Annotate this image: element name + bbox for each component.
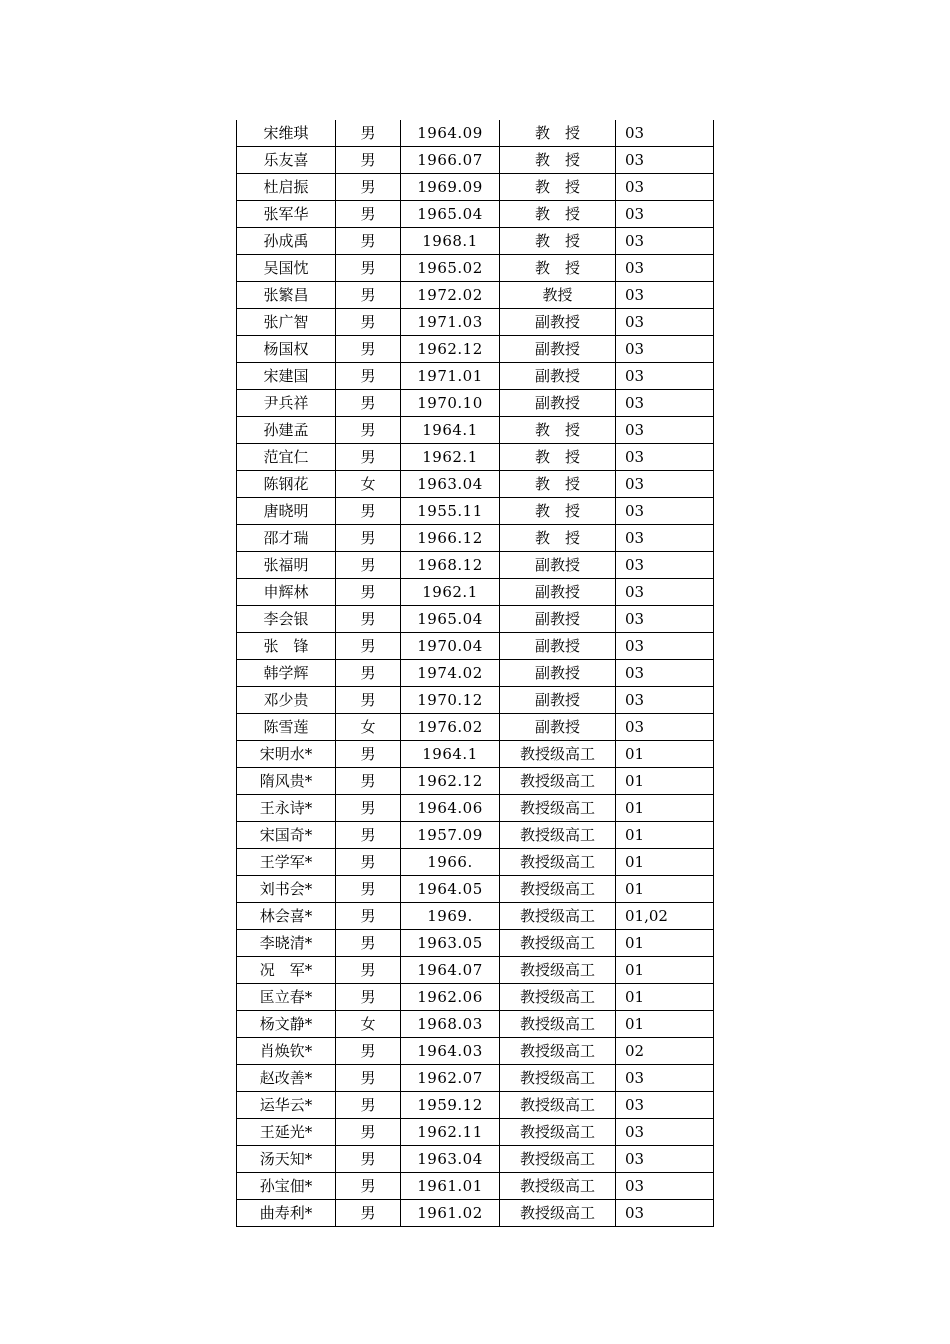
title-cell: 副教授 [500,552,616,579]
birth-date-cell: 1964.03 [401,1038,500,1065]
title-cell: 教 授 [500,255,616,282]
gender-cell: 男 [336,849,401,876]
gender-cell: 男 [336,444,401,471]
code-cell: 03 [616,390,714,417]
birth-date-cell: 1959.12 [401,1092,500,1119]
table-row [237,147,714,174]
name-cell: 孙建孟 [237,417,336,444]
title-cell: 副教授 [500,660,616,687]
table-row [237,255,714,282]
table-row [237,120,714,147]
gender-cell: 男 [336,255,401,282]
gender-cell: 男 [336,795,401,822]
title-cell: 教授级高工 [500,1173,616,1200]
code-cell: 03 [616,1173,714,1200]
name-cell: 孙宝佃* [237,1173,336,1200]
title-cell: 教 授 [500,498,616,525]
title-cell: 教授级高工 [500,984,616,1011]
table-row [237,1011,714,1038]
birth-date-cell: 1964.1 [401,741,500,768]
code-cell: 03 [616,552,714,579]
name-cell: 宋明水* [237,741,336,768]
birth-date-cell: 1964.09 [401,120,500,147]
gender-cell: 男 [336,174,401,201]
code-cell: 03 [616,606,714,633]
table-row [237,1092,714,1119]
table-row [237,228,714,255]
name-cell: 隋风贵* [237,768,336,795]
name-cell: 况 军* [237,957,336,984]
table-row [237,984,714,1011]
code-cell: 03 [616,687,714,714]
code-cell: 03 [616,147,714,174]
gender-cell: 男 [336,930,401,957]
name-cell: 赵改善* [237,1065,336,1092]
code-cell: 01,02 [616,903,714,930]
gender-cell: 男 [336,147,401,174]
faculty-table [236,120,714,1227]
title-cell: 教授级高工 [500,1146,616,1173]
name-cell: 乐友喜 [237,147,336,174]
table-row [237,1119,714,1146]
gender-cell: 男 [336,498,401,525]
title-cell: 副教授 [500,363,616,390]
birth-date-cell: 1961.02 [401,1200,500,1227]
table-row [237,687,714,714]
birth-date-cell: 1974.02 [401,660,500,687]
gender-cell: 男 [336,1038,401,1065]
table-row [237,471,714,498]
name-cell: 陈雪莲 [237,714,336,741]
birth-date-cell: 1962.11 [401,1119,500,1146]
title-cell: 教授 [500,282,616,309]
birth-date-cell: 1955.11 [401,498,500,525]
name-cell: 杨文静* [237,1011,336,1038]
gender-cell: 男 [336,1146,401,1173]
gender-cell: 男 [336,687,401,714]
table-row [237,849,714,876]
gender-cell: 男 [336,417,401,444]
title-cell: 教授级高工 [500,876,616,903]
title-cell: 教授级高工 [500,957,616,984]
code-cell: 01 [616,768,714,795]
table-row [237,930,714,957]
code-cell: 03 [616,120,714,147]
code-cell: 02 [616,1038,714,1065]
name-cell: 张 锋 [237,633,336,660]
code-cell: 03 [616,714,714,741]
table-row [237,579,714,606]
birth-date-cell: 1957.09 [401,822,500,849]
name-cell: 范宜仁 [237,444,336,471]
birth-date-cell: 1966.07 [401,147,500,174]
title-cell: 副教授 [500,714,616,741]
gender-cell: 男 [336,552,401,579]
birth-date-cell: 1969. [401,903,500,930]
title-cell: 教 授 [500,147,616,174]
gender-cell: 男 [336,1200,401,1227]
table-row [237,363,714,390]
name-cell: 宋维琪 [237,120,336,147]
name-cell: 尹兵祥 [237,390,336,417]
title-cell: 教 授 [500,120,616,147]
code-cell: 01 [616,741,714,768]
birth-date-cell: 1976.02 [401,714,500,741]
name-cell: 王学军* [237,849,336,876]
birth-date-cell: 1968.12 [401,552,500,579]
name-cell: 运华云* [237,1092,336,1119]
name-cell: 李会银 [237,606,336,633]
name-cell: 吴国忱 [237,255,336,282]
code-cell: 01 [616,822,714,849]
title-cell: 教授级高工 [500,1038,616,1065]
table-row [237,174,714,201]
name-cell: 宋建国 [237,363,336,390]
title-cell: 教授级高工 [500,1065,616,1092]
gender-cell: 男 [336,525,401,552]
birth-date-cell: 1964.07 [401,957,500,984]
code-cell: 03 [616,1119,714,1146]
title-cell: 教 授 [500,444,616,471]
name-cell: 杨国权 [237,336,336,363]
birth-date-cell: 1964.05 [401,876,500,903]
table-row [237,282,714,309]
gender-cell: 女 [336,1011,401,1038]
name-cell: 陈钢花 [237,471,336,498]
gender-cell: 男 [336,201,401,228]
table-row [237,552,714,579]
code-cell: 01 [616,957,714,984]
birth-date-cell: 1963.04 [401,1146,500,1173]
name-cell: 李晓清* [237,930,336,957]
title-cell: 教授级高工 [500,903,616,930]
birth-date-cell: 1962.12 [401,768,500,795]
gender-cell: 男 [336,336,401,363]
birth-date-cell: 1962.1 [401,444,500,471]
code-cell: 03 [616,471,714,498]
code-cell: 03 [616,633,714,660]
gender-cell: 男 [336,660,401,687]
code-cell: 03 [616,228,714,255]
gender-cell: 男 [336,390,401,417]
gender-cell: 男 [336,741,401,768]
table-row [237,309,714,336]
name-cell: 韩学辉 [237,660,336,687]
name-cell: 肖焕钦* [237,1038,336,1065]
title-cell: 副教授 [500,336,616,363]
title-cell: 教 授 [500,228,616,255]
gender-cell: 男 [336,120,401,147]
code-cell: 03 [616,525,714,552]
title-cell: 副教授 [500,390,616,417]
table-row [237,525,714,552]
code-cell: 03 [616,579,714,606]
table-row [237,390,714,417]
title-cell: 教授级高工 [500,741,616,768]
code-cell: 01 [616,849,714,876]
title-cell: 教授级高工 [500,822,616,849]
gender-cell: 男 [336,1119,401,1146]
code-cell: 03 [616,444,714,471]
birth-date-cell: 1970.04 [401,633,500,660]
name-cell: 邓少贵 [237,687,336,714]
gender-cell: 女 [336,714,401,741]
title-cell: 教授级高工 [500,930,616,957]
title-cell: 教授级高工 [500,1092,616,1119]
birth-date-cell: 1962.1 [401,579,500,606]
birth-date-cell: 1963.05 [401,930,500,957]
gender-cell: 男 [336,822,401,849]
birth-date-cell: 1969.09 [401,174,500,201]
gender-cell: 男 [336,282,401,309]
birth-date-cell: 1962.07 [401,1065,500,1092]
gender-cell: 男 [336,363,401,390]
code-cell: 01 [616,795,714,822]
code-cell: 03 [616,1146,714,1173]
title-cell: 教 授 [500,201,616,228]
gender-cell: 男 [336,633,401,660]
code-cell: 01 [616,930,714,957]
gender-cell: 男 [336,1065,401,1092]
table-row [237,1038,714,1065]
name-cell: 匡立春* [237,984,336,1011]
code-cell: 03 [616,336,714,363]
gender-cell: 男 [336,984,401,1011]
birth-date-cell: 1961.01 [401,1173,500,1200]
name-cell: 张繁昌 [237,282,336,309]
birth-date-cell: 1964.06 [401,795,500,822]
title-cell: 教授级高工 [500,768,616,795]
title-cell: 教授级高工 [500,1119,616,1146]
name-cell: 张军华 [237,201,336,228]
title-cell: 副教授 [500,579,616,606]
gender-cell: 男 [336,228,401,255]
code-cell: 01 [616,1011,714,1038]
table-row [237,201,714,228]
name-cell: 张广智 [237,309,336,336]
birth-date-cell: 1962.12 [401,336,500,363]
name-cell: 林会喜* [237,903,336,930]
birth-date-cell: 1970.12 [401,687,500,714]
code-cell: 03 [616,1200,714,1227]
table-row [237,768,714,795]
birth-date-cell: 1965.02 [401,255,500,282]
code-cell: 03 [616,417,714,444]
faculty-table-body [237,120,714,1227]
birth-date-cell: 1968.1 [401,228,500,255]
title-cell: 教授级高工 [500,849,616,876]
table-row [237,822,714,849]
table-row [237,903,714,930]
table-row [237,1173,714,1200]
table-row [237,606,714,633]
name-cell: 宋国奇* [237,822,336,849]
code-cell: 03 [616,363,714,390]
name-cell: 刘书会* [237,876,336,903]
name-cell: 唐晓明 [237,498,336,525]
name-cell: 邵才瑞 [237,525,336,552]
title-cell: 教授级高工 [500,1011,616,1038]
gender-cell: 男 [336,903,401,930]
code-cell: 03 [616,201,714,228]
name-cell: 汤天知* [237,1146,336,1173]
table-row [237,957,714,984]
table-row [237,660,714,687]
birth-date-cell: 1965.04 [401,606,500,633]
gender-cell: 男 [336,876,401,903]
table-row [237,336,714,363]
code-cell: 01 [616,876,714,903]
name-cell: 王延光* [237,1119,336,1146]
code-cell: 03 [616,309,714,336]
title-cell: 教 授 [500,417,616,444]
title-cell: 副教授 [500,633,616,660]
table-row [237,498,714,525]
gender-cell: 男 [336,309,401,336]
table-row [237,714,714,741]
gender-cell: 男 [336,1173,401,1200]
table-row [237,1146,714,1173]
gender-cell: 男 [336,957,401,984]
code-cell: 03 [616,1092,714,1119]
code-cell: 03 [616,660,714,687]
gender-cell: 男 [336,606,401,633]
title-cell: 副教授 [500,309,616,336]
name-cell: 王永诗* [237,795,336,822]
table-row [237,1200,714,1227]
table-row [237,795,714,822]
name-cell: 孙成禹 [237,228,336,255]
name-cell: 曲寿利* [237,1200,336,1227]
title-cell: 副教授 [500,687,616,714]
title-cell: 教 授 [500,525,616,552]
table-row [237,417,714,444]
code-cell: 03 [616,498,714,525]
code-cell: 03 [616,282,714,309]
code-cell: 03 [616,1065,714,1092]
birth-date-cell: 1966.12 [401,525,500,552]
code-cell: 01 [616,984,714,1011]
birth-date-cell: 1965.04 [401,201,500,228]
table-row [237,444,714,471]
code-cell: 03 [616,255,714,282]
title-cell: 教 授 [500,174,616,201]
title-cell: 副教授 [500,606,616,633]
title-cell: 教授级高工 [500,1200,616,1227]
table-row [237,633,714,660]
birth-date-cell: 1971.01 [401,363,500,390]
birth-date-cell: 1968.03 [401,1011,500,1038]
table-row [237,876,714,903]
birth-date-cell: 1970.10 [401,390,500,417]
table-row [237,741,714,768]
gender-cell: 男 [336,768,401,795]
name-cell: 申辉林 [237,579,336,606]
title-cell: 教授级高工 [500,795,616,822]
name-cell: 张福明 [237,552,336,579]
birth-date-cell: 1972.02 [401,282,500,309]
birth-date-cell: 1964.1 [401,417,500,444]
title-cell: 教 授 [500,471,616,498]
gender-cell: 男 [336,579,401,606]
code-cell: 03 [616,174,714,201]
birth-date-cell: 1963.04 [401,471,500,498]
birth-date-cell: 1962.06 [401,984,500,1011]
gender-cell: 男 [336,1092,401,1119]
birth-date-cell: 1971.03 [401,309,500,336]
table-row [237,1065,714,1092]
name-cell: 杜启振 [237,174,336,201]
birth-date-cell: 1966. [401,849,500,876]
gender-cell: 女 [336,471,401,498]
